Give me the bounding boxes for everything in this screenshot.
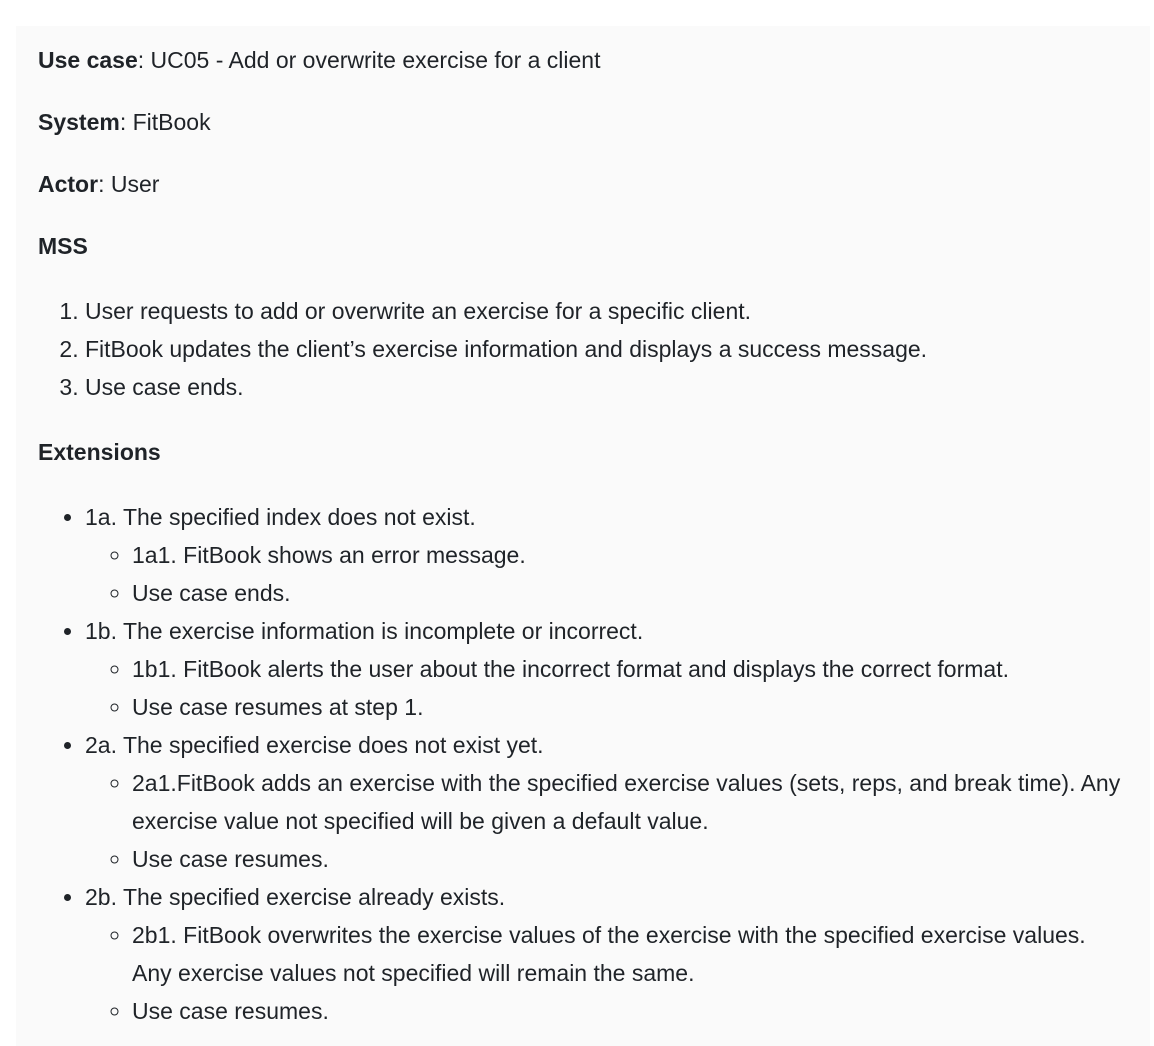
mss-step: 2. FitBook updates the client’s exercise information and displays a success message.: [85, 330, 1150, 368]
extension-text: 2a. The specified exercise does not exist yet.: [85, 732, 544, 758]
use-case-label: Use case: [38, 47, 138, 73]
extension-sub-list: [85, 650, 1150, 726]
extension-sub-item: ◦ 2b1. FitBook overwrites the exercise values of the exercise with the specified exercise values. Any exercise values not specified will remain the same.: [132, 916, 1150, 992]
extensions-heading: Extensions: [38, 439, 161, 465]
system-label: System: [38, 109, 120, 135]
extension-sub-item: ◦ Use case resumes.: [132, 840, 1150, 878]
extension-text: 1a. The specified index does not exist.: [85, 504, 476, 530]
extension-sub-item: ◦ 2a1.FitBook adds an exercise with the specified exercise values (sets, reps, and break time). Any exercise value not specified will be given a default value.: [132, 764, 1150, 840]
system-value: : FitBook: [119, 109, 211, 135]
use-case-document: [16, 26, 1150, 1046]
extension-text: 1b. The exercise information is incomplete or incorrect.: [85, 618, 644, 644]
extension-sub-list: [85, 764, 1150, 878]
extension-sub-item: ◦ Use case resumes at step 1.: [132, 688, 1150, 726]
actor-value: : User: [98, 171, 160, 197]
mss-step: 1. User requests to add or overwrite an exercise for a specific client.: [85, 292, 1150, 330]
actor-field: [38, 168, 1150, 200]
extension-sub-list: [85, 536, 1150, 612]
extension-sub-item: ◦ 1b1. FitBook alerts the user about the incorrect format and displays the correct format.: [132, 650, 1150, 688]
extensions-list: [38, 498, 1150, 1030]
extension-item: [85, 498, 1150, 612]
extension-item: [85, 612, 1150, 726]
use-case-value: : UC05 - Add or overwrite exercise for a client: [137, 47, 601, 73]
extension-sub-item: ◦ 1a1. FitBook shows an error message.: [132, 536, 1150, 574]
mss-steps-list: [38, 292, 1150, 406]
extension-sub-list: [85, 916, 1150, 1030]
system-field: [38, 106, 1150, 138]
extension-sub-item: ◦ Use case resumes.: [132, 992, 1150, 1030]
extension-item: [85, 726, 1150, 878]
use-case-field: [38, 44, 1150, 76]
mss-step: 3. Use case ends.: [85, 368, 1150, 406]
extension-text: 2b. The specified exercise already exists.: [85, 884, 506, 910]
extension-item: [85, 878, 1150, 1030]
mss-heading: MSS: [38, 233, 88, 259]
actor-label: Actor: [38, 171, 99, 197]
extension-sub-item: ◦ Use case ends.: [132, 574, 1150, 612]
